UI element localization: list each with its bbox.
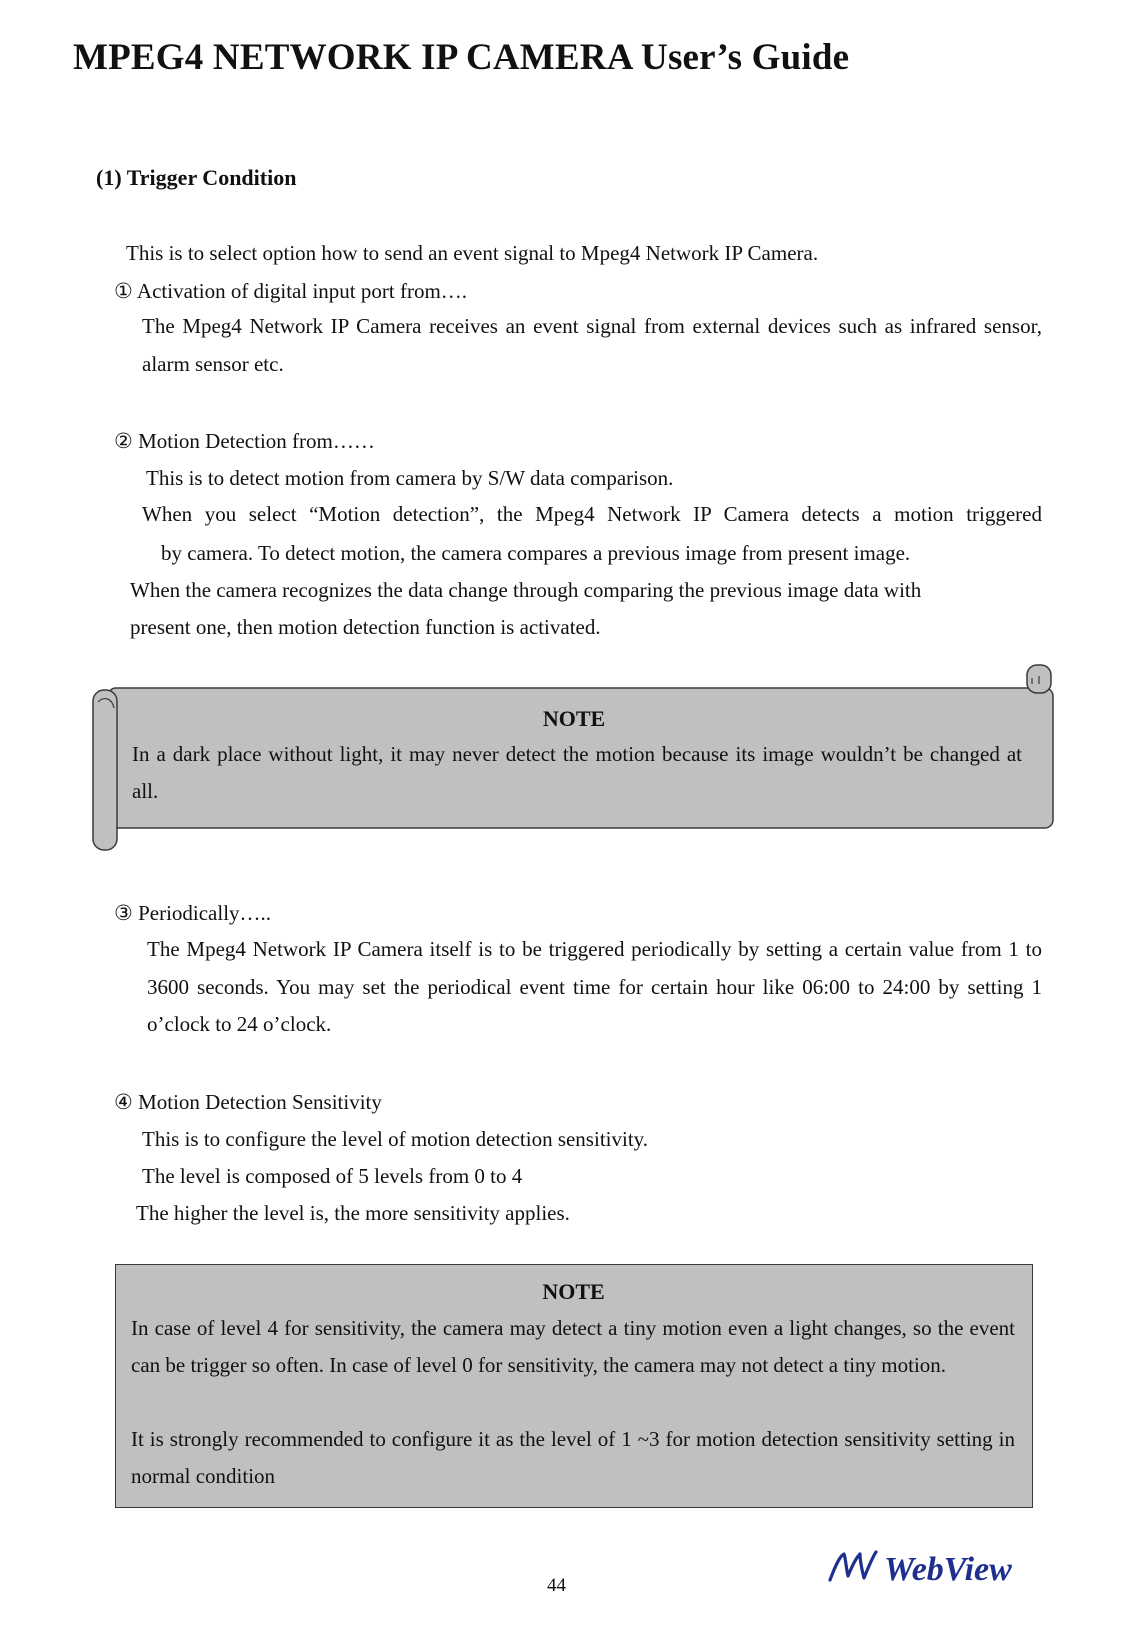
webview-logo-icon <box>826 1546 1044 1590</box>
item4-heading: ④ Motion Detection Sensitivity <box>114 1090 382 1114</box>
item3-body: The Mpeg4 Network IP Camera itself is to be triggered periodically by setting a certain value from 1 to 3600 seconds. You may set the periodical event time for certain hour like 06:00 to 24:00 by setting 1 o’clock to 24 o’clock. <box>147 937 1042 1036</box>
item2-line5: present one, then motion detection function is activated. <box>130 615 601 639</box>
item3-heading: ③ Periodically….. <box>114 901 272 925</box>
item1-body: The Mpeg4 Network IP Camera receives an event signal from external devices such as infrared sensor, alarm sensor etc. <box>142 314 1042 376</box>
item2-line1: This is to detect motion from camera by S/W data comparison. <box>146 466 674 490</box>
note-box <box>115 1264 1033 1508</box>
item4-line3: The higher the level is, the more sensitivity applies. <box>136 1201 570 1225</box>
intro-text: This is to select option how to send an event signal to Mpeg4 Network IP Camera. <box>126 241 819 265</box>
note2-text1: In case of level 4 for sensitivity, the camera may detect a tiny motion even a light changes, so the event can be trigger so often. In case of level 0 for sensitivity, the camera may not detect a tiny motion. <box>131 1316 1015 1377</box>
note-scroll <box>90 662 1058 854</box>
item2-line3: by camera. To detect motion, the camera compares a previous image from present image. <box>161 541 911 565</box>
note1-title: NOTE <box>542 706 606 731</box>
logo-text: WebView <box>884 1551 1012 1588</box>
page-title: MPEG4 NETWORK IP CAMERA User’s Guide <box>73 37 850 78</box>
webview-logo <box>826 1546 1044 1590</box>
note1-text: In a dark place without light, it may never detect the motion because its image wouldn’t be changed at all. <box>132 742 1022 803</box>
item2-line4: When the camera recognizes the data change through comparing the previous image data with <box>130 578 922 602</box>
item4-line1: This is to configure the level of motion detection sensitivity. <box>142 1127 649 1151</box>
item4-line2: The level is composed of 5 levels from 0 to 4 <box>142 1164 523 1188</box>
item1-heading: ① Activation of digital input port from…. <box>114 279 468 303</box>
item2-line2: When you select “Motion detection”, the Mpeg4 Network IP Camera detects a motion triggered <box>142 502 1042 526</box>
section-heading: (1) Trigger Condition <box>96 165 297 190</box>
note2-title: NOTE <box>542 1279 605 1304</box>
item2-heading: ② Motion Detection from…… <box>114 429 375 453</box>
note2-text2: It is strongly recommended to configure it as the level of 1 ~3 for motion detection sensitivity setting in normal condition <box>131 1427 1015 1488</box>
page-number: 44 <box>547 1575 566 1596</box>
